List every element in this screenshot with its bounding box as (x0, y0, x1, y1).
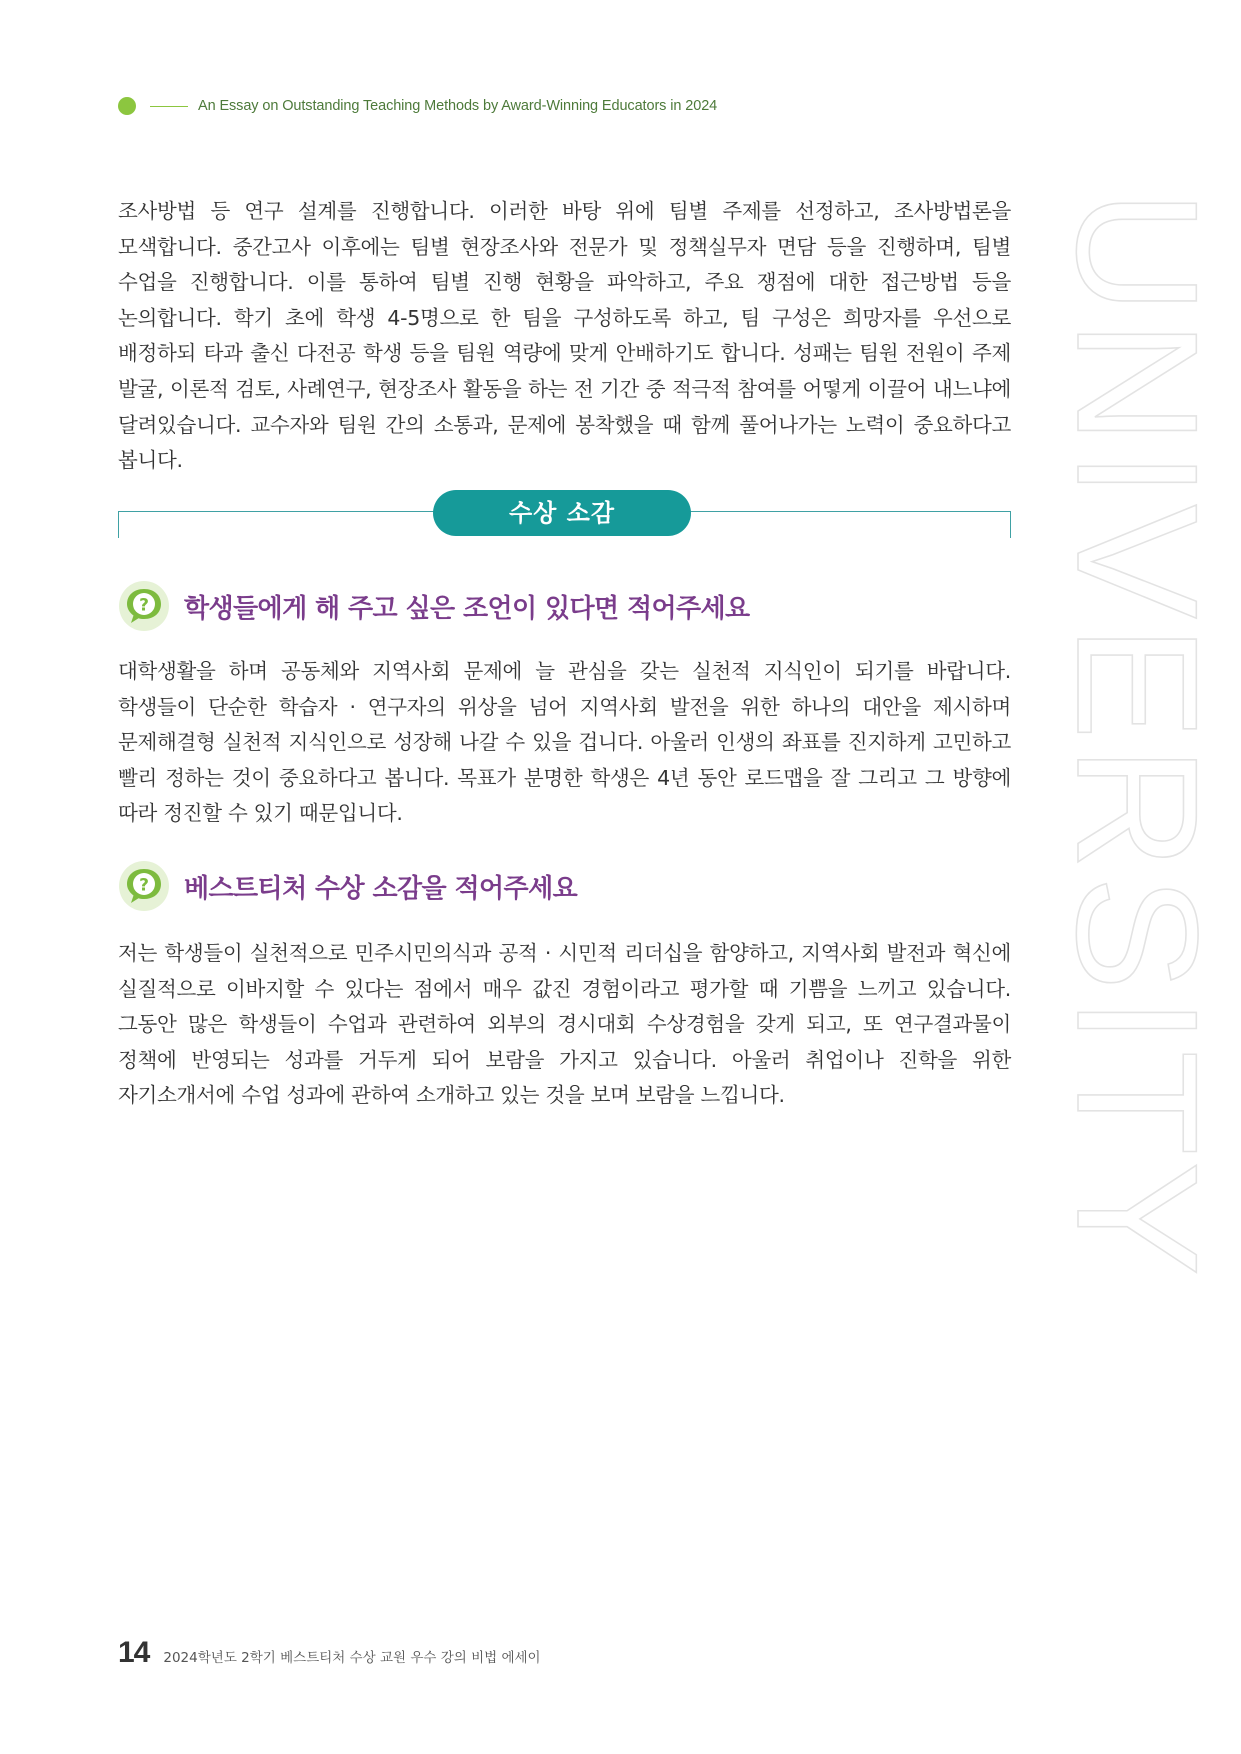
question-bubble-icon (118, 860, 170, 912)
watermark (1041, 190, 1233, 1590)
header-rule (150, 106, 188, 107)
question-heading-advice (118, 580, 750, 632)
answer-advice: 대학생활을 하며 공동체와 지역사회 문제에 늘 관심을 갖는 실천적 지식인이 되기를 바랍니다. 학생들이 단순한 학습자 · 연구자의 위상을 넘어 지역사회 발전을 위한 하나의 대안을 제시하며 문제해결형 실천적 지식인으로 성장해 나갈 수 있을 겁니다. 아울러 인생의 좌표를 진지하게 고민하고 빨리 정하는 것이 중요하다고 봅니다. 목표가 분명한 학생은 4년 동안 로드맵을 잘 그리고 그 방향에 따라 정진할 수 있기 때문입니다. (118, 659, 1011, 826)
running-header (118, 96, 717, 116)
question-bubble-icon (118, 580, 170, 632)
question-heading-award (118, 860, 577, 912)
page-footer (118, 1636, 541, 1670)
question-heading-text: 학생들에게 해 주고 싶은 조언이 있다면 적어주세요 (184, 593, 750, 624)
intro-paragraph: 조사방법 등 연구 설계를 진행합니다. 이러한 바탕 위에 팀별 주제를 선정하고, 조사방법론을 모색합니다. 중간고사 이후에는 팀별 현장조사와 전문가 및 정책실무자 면담 등을 진행하며, 팀별 수업을 진행합니다. 이를 통하여 팀별 진행 현황을 파악하고, 주요 쟁점에 대한 접근방법 등을 논의합니다. 학기 초에 학생 4-5명으로 한 팀을 구성하도록 하고, 팀 구성은 희망자를 우선으로 배정하되 타과 출신 다전공 학생 등을 팀원 역량에 맞게 안배하기도 합니다. 성패는 팀원 전원이 주제 발굴, 이론적 검토, 사례연구, 현장조사 활동을 하는 전 기간 중 적극적 참여를 어떻게 이끌어 내느냐에 달려있습니다. 교수자와 팀원 간의 소통과, 문제에 봉착했을 때 함께 풀어나가는 노력이 중요하다고 봅니다. (118, 199, 1011, 473)
svg-text:?: ? (139, 875, 149, 896)
book-title: 2024학년도 2학기 베스트티처 수상 교원 우수 강의 비법 에세이 (163, 1650, 541, 1666)
header-bullet-icon (118, 97, 136, 115)
section-title: 수상 소감 (433, 490, 691, 536)
running-title: An Essay on Outstanding Teaching Methods by Award-Winning Educators in 2024 (198, 98, 718, 114)
page-number: 14 (118, 1636, 150, 1669)
answer-award: 저는 학생들이 실천적으로 민주시민의식과 공적 · 시민적 리더십을 함양하고, 지역사회 발전과 혁신에 실질적으로 이바지할 수 있다는 점에서 매우 값진 경험이라고 평가할 때 기쁨을 느끼고 있습니다. 그동안 많은 학생들이 수업과 관련하여 외부의 경시대회 수상경험을 갖게 되고, 또 연구결과물이 정책에 반영되는 성과를 거두게 되어 보람을 가지고 있습니다. 아울러 취업이나 진학을 위한 자기소개서에 수업 성과에 관하여 소개하고 있는 것을 보며 보람을 느낍니다. (118, 941, 1011, 1108)
section-header (118, 490, 1011, 540)
svg-text:?: ? (139, 595, 149, 616)
watermark-text: UNIVERSITY (1041, 190, 1233, 1283)
question-heading-text: 베스트티처 수상 소감을 적어주세요 (184, 873, 578, 904)
